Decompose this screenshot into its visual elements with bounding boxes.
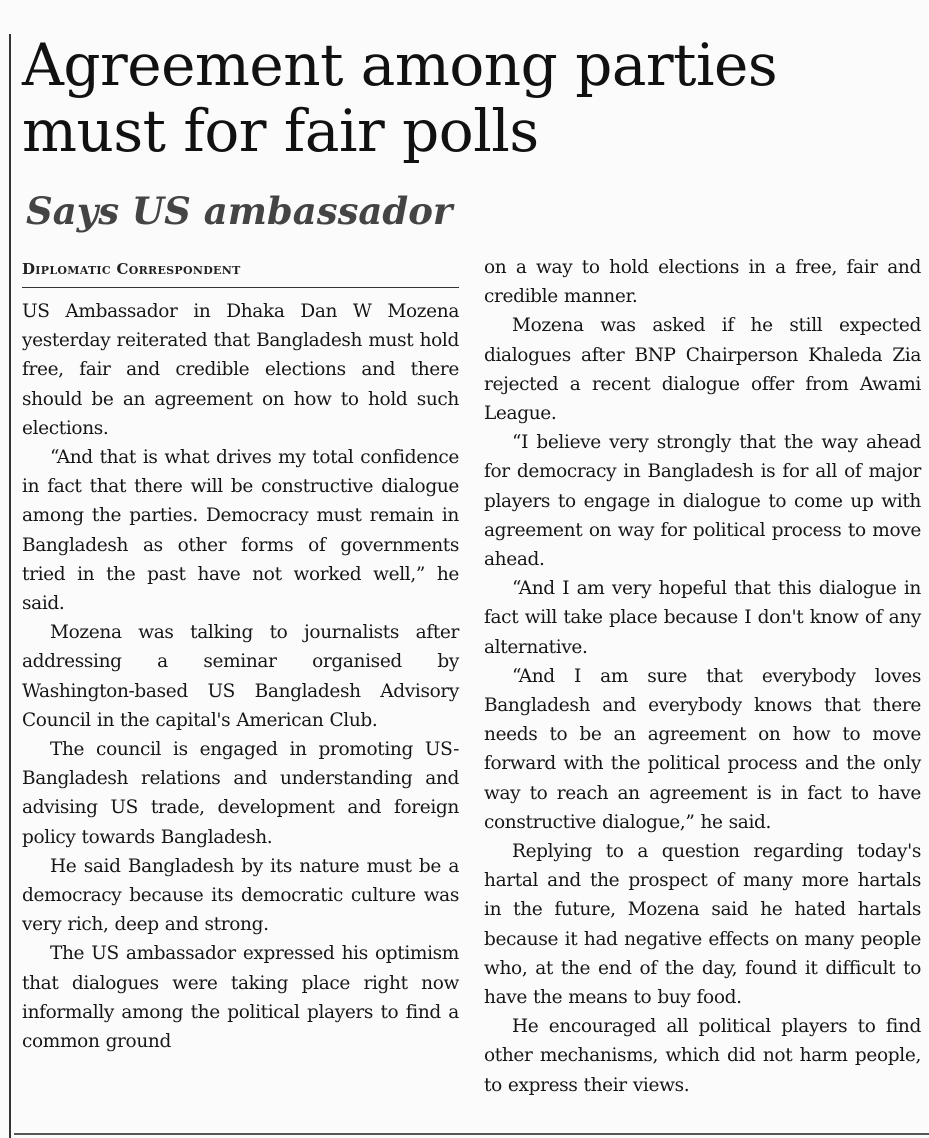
paragraph: “And that is what drives my total confidence in fact that there will be constructive dialogue among the parties. Democracy must remain in Bangladesh as other forms of governments tried in the past have not worked well,” he said. bbox=[22, 447, 459, 615]
right-text-column bbox=[484, 253, 921, 1100]
paragraph: “And I am very hopeful that this dialogue in fact will take place because I don't know of any alternative. bbox=[484, 578, 921, 658]
paragraph: He said Bangladesh by its nature must be a democracy because its democratic culture was very rich, deep and strong. bbox=[22, 855, 459, 936]
headline bbox=[22, 32, 922, 164]
headline-line-2: must for fair polls bbox=[22, 97, 539, 165]
paragraph: The council is engaged in promoting US-Bangladesh relations and understanding and advising US trade, development and foreign policy towards Bangladesh. bbox=[22, 739, 459, 848]
paragraph: “And I am sure that everybody loves Bangladesh and everybody knows that there needs to be an agreement on how to move forward with the political process and the only way to reach an agreement is in fact to have constructive dialogue,” he said. bbox=[484, 665, 921, 833]
byline: Diplomatic Correspondent bbox=[22, 260, 241, 278]
paragraph: “I believe very strongly that the way ahead for democracy in Bangladesh is for all of major players to engage in dialogue to come up with agreement on way for political process to move ahead. bbox=[484, 432, 921, 571]
left-text-column bbox=[22, 297, 459, 1056]
paragraph: US Ambassador in Dhaka Dan W Mozena yesterday reiterated that Bangladesh must hold free, fair and credible elections and there should be an agreement on how to hold such elections. bbox=[22, 301, 459, 439]
bottom-rule bbox=[14, 1133, 929, 1135]
left-column-rule bbox=[9, 34, 11, 1138]
paragraph: Mozena was talking to journalists after addressing a seminar organised by Washington-based US Bangladesh Advisory Council in the capital's American Club. bbox=[22, 622, 459, 731]
paragraph: Replying to a question regarding today's hartal and the prospect of many more hartals in the future, Mozena said he hated hartals because it had negative effects on many people who, at the end of the day, found it difficult to have the means to buy food. bbox=[484, 841, 921, 1009]
paragraph: Mozena was asked if he still expected dialogues after BNP Chairperson Khaleda Zia rejected a recent dialogue offer from Awami League. bbox=[484, 315, 921, 425]
byline-divider bbox=[22, 287, 459, 288]
headline-line-1: Agreement among parties bbox=[22, 31, 778, 99]
paragraph: The US ambassador expressed his optimism that dialogues were taking place right now informally among the political players to find a common ground bbox=[22, 943, 459, 1053]
paragraph: He encouraged all political players to find other mechanisms, which did not harm people, to express their views. bbox=[484, 1016, 921, 1096]
subheadline: Says US ambassador bbox=[26, 189, 453, 233]
paragraph: on a way to hold elections in a free, fair and credible manner. bbox=[484, 257, 921, 308]
